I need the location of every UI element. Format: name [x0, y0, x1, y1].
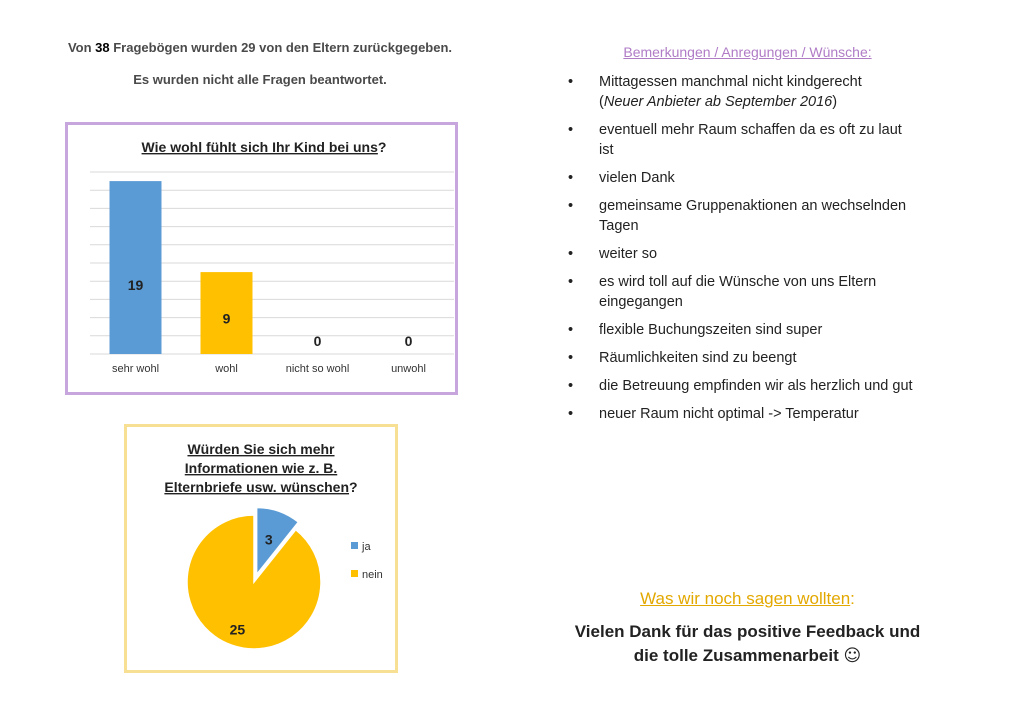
remark-item: • Räumlichkeiten sind zu beengt	[568, 348, 913, 368]
bar-chart-title-end: ?	[377, 139, 387, 155]
pie-data-label: 3	[264, 531, 273, 548]
pie-chart-slices	[187, 507, 321, 649]
remark-item: • vielen Dank	[568, 168, 913, 188]
remark-item	[568, 72, 913, 112]
remark-item: • neuer Raum nicht optimal -> Temperatur	[568, 404, 913, 424]
intro-line-1-post: Fragebögen wurden 29 von den Eltern zurückgegeben.	[109, 40, 453, 55]
bar-chart-data-labels	[128, 277, 413, 349]
bar-category-label: unwohl	[391, 363, 426, 375]
closing-heading-text: Was wir noch sagen wollten	[640, 589, 851, 608]
pie-data-label: 25	[229, 621, 246, 638]
closing-line-2-text: die tolle Zusammenarbeit	[633, 646, 839, 665]
bar-chart-title-main: Wie wohl fühlt sich Ihr Kind bei uns	[141, 139, 378, 155]
remarks-heading: Bemerkungen / Anregungen / Wünsche:	[623, 44, 872, 60]
remark-item: • die Betreuung empfinden wir als herzlich und gut	[568, 376, 913, 396]
questionnaire-count: 38	[95, 40, 110, 55]
remark-item: • flexible Buchungszeiten sind super	[568, 320, 913, 340]
legend-label: ja	[362, 541, 371, 553]
bar-chart	[68, 125, 455, 392]
legend-swatch	[351, 542, 358, 549]
closing-heading-colon: :	[850, 589, 855, 608]
pie-chart-title-line-3-main: Elternbriefe usw. wünschen	[164, 479, 350, 495]
legend-swatch	[351, 570, 358, 577]
pie-chart	[127, 427, 395, 670]
bar-data-label: 0	[313, 333, 322, 349]
closing-line-1: Vielen Dank für das positive Feedback und	[574, 622, 921, 641]
closing-line-2	[555, 644, 940, 668]
bar-chart-category-labels	[112, 363, 426, 375]
closing-message	[555, 620, 940, 668]
intro-line-2: Es wurden nicht alle Fragen beantwortet.	[133, 72, 387, 87]
pie-chart-frame	[124, 424, 398, 673]
bar-chart-frame	[65, 122, 458, 395]
legend-label: nein	[362, 569, 383, 581]
intro-line-1-pre: Von	[67, 40, 96, 55]
remark-subnote-close: )	[832, 94, 838, 110]
pie-chart-title-line-3	[164, 479, 357, 495]
closing-heading	[560, 589, 935, 609]
intro-line-1	[40, 40, 480, 55]
bar-category-label: nicht so wohl	[285, 363, 350, 375]
remark-item: • eventuell mehr Raum schaffen da es oft zu laut ist	[568, 120, 913, 160]
pie-chart-title-line-2: Informationen wie z. B.	[184, 460, 338, 476]
pie-chart-title-line-3-end: ?	[349, 479, 358, 495]
bar-category-label: wohl	[215, 363, 238, 375]
bar	[110, 181, 162, 354]
remark-text: Mittagessen manchmal nicht kindgerecht	[599, 74, 862, 90]
bar-chart-bars	[110, 181, 253, 354]
pie-slice	[187, 515, 321, 649]
remarks-list	[568, 72, 913, 432]
bar-data-label: 9	[222, 310, 231, 327]
remark-item: • gemeinsame Gruppenaktionen an wechselnden Tagen	[568, 196, 913, 236]
bar-data-label: 0	[404, 333, 413, 349]
bar-category-label: sehr wohl	[111, 363, 160, 375]
bar-data-label: 19	[127, 277, 144, 294]
smiley-icon: ☺	[843, 646, 862, 666]
pie-chart-legend	[351, 541, 383, 581]
remark-subnote-italic: Neuer Anbieter ab September 2016	[603, 94, 833, 110]
remark-subnote	[599, 94, 837, 110]
bar-chart-title	[142, 139, 387, 155]
pie-chart-title-line-1: Würden Sie sich mehr	[187, 441, 335, 457]
remark-item: • weiter so	[568, 244, 913, 264]
remark-item: • es wird toll auf die Wünsche von uns Eltern eingegangen	[568, 272, 913, 312]
remark-subnote-open: (	[599, 94, 604, 110]
